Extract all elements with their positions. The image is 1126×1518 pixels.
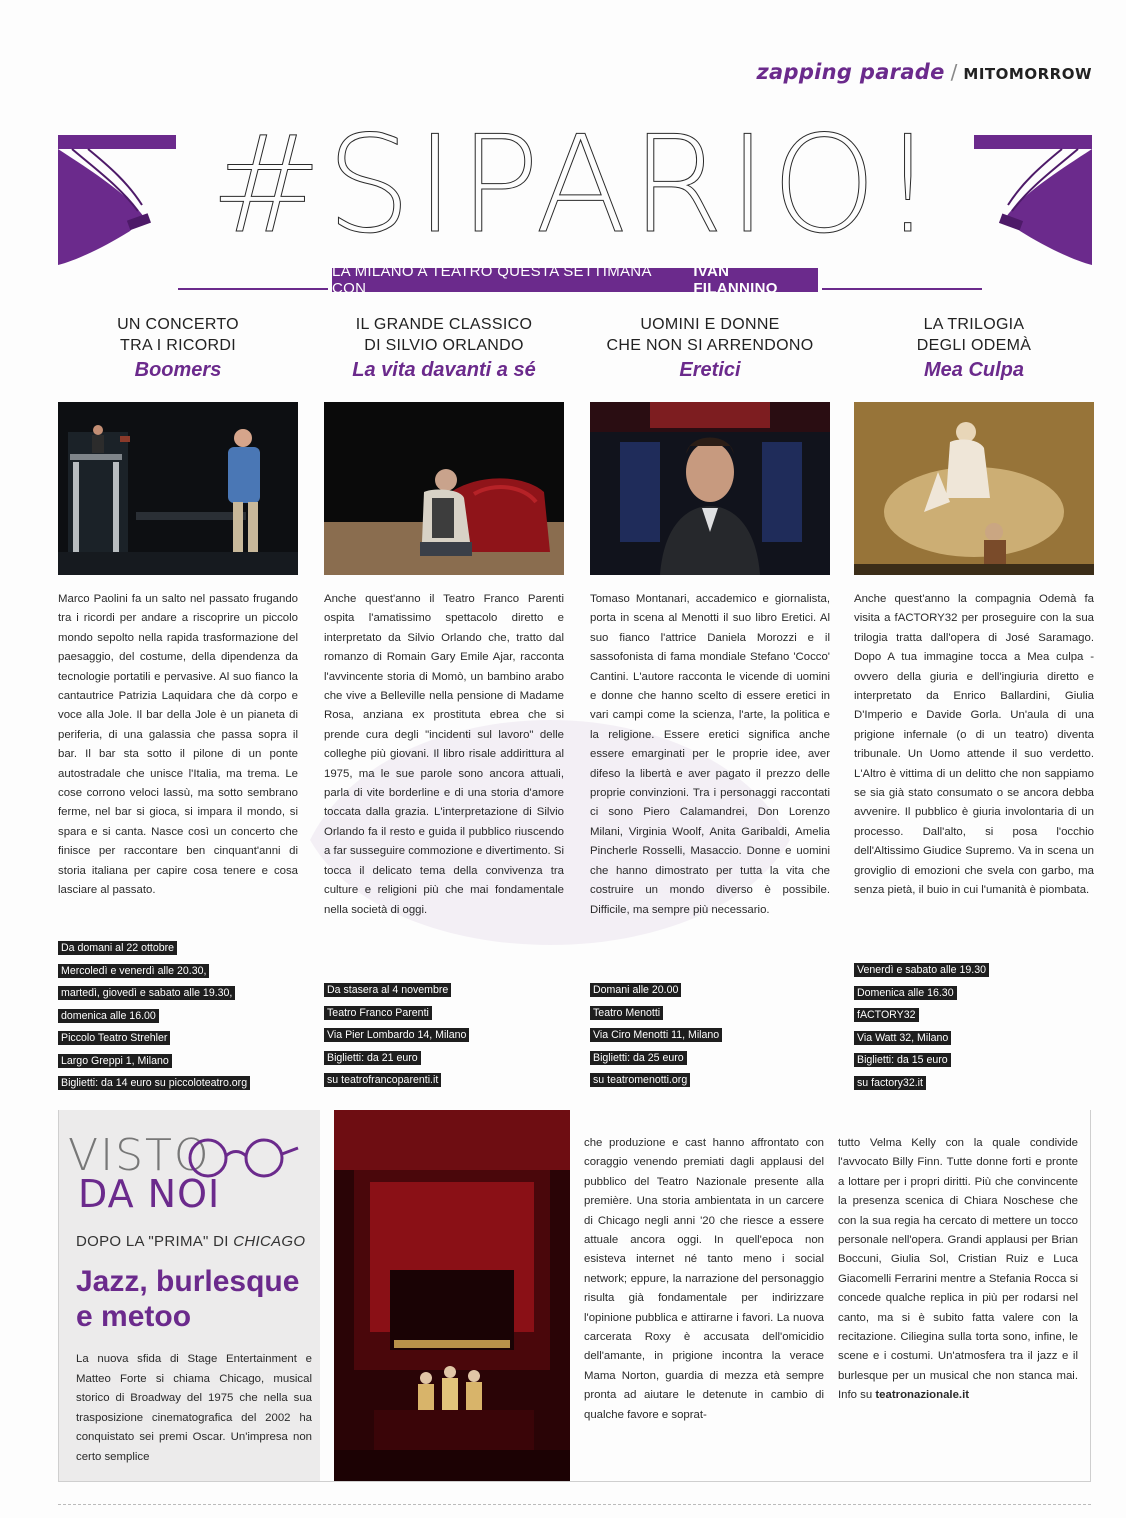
info-line: Biglietti: da 25 euro [590, 1051, 687, 1065]
show-info [590, 980, 830, 1093]
page-title: #SIPARIO! [210, 107, 939, 263]
column-body: Anche quest'anno la compagnia Odemà fa visita a fACTORY32 per proseguire con la sua trilogia tratta dall'opera di José Saramago. Dopo A tua immagine tocca a Mea culpa - ovvero della giuria e dell'ingiuria diretto e interpretato da Enrico Ballardini, Giulia D'Imperio e Davide Gorla. Un'aula di una prigione infernale (o di un teatro) diventa tribunale. Un Uomo attende il suo verdetto. L'Altro è vittima di un delitto che non sappiamo se sia già stato consumato o se ancora debba avvenire. Il pubblico è giuria involontaria di un processo. Dall'alto, si posa l'occhio dell'Altissimo Giudice Supremo. Va in scena un groviglio di emozioni che svela con garbo, ma senza pietà, il buio in cui l'umanità è piombata. [854, 593, 1094, 897]
curtain-left-icon [58, 135, 176, 275]
visto-column-2: che produzione e cast hanno affrontato con coraggio venendo premiati dagli applausi del pubblico del Teatro Nazionale presente alla première. Una storia ambientata in un carcere di Chicago negli anni '20 che riesce a essere attuale ancora oggi. In quell'epoca non esisteva internet né tanto meno i social network; eppure, la narrazione del personaggio risulta già fondamentale per indirizzare l'opinione pubblica e attirarne i favori. La nuova carcerata Roxy è accusata dell'omicidio dell'amante, in prigione incontra la verace Mama Norton, guardia di mezza età sempre pronta ad aiutare le detenute in cambio di qualche favore e soprat- [584, 1137, 824, 1421]
show-info [324, 980, 564, 1093]
show-column-eretici [590, 314, 830, 1086]
info-line: Da domani al 22 ottobre [58, 941, 177, 955]
subtitle-text: LA MILANO A TEATRO QUESTA SETTIMANA CON [332, 263, 651, 297]
column-body: Marco Paolini fa un salto nel passato frugando tra i ricordi per andare a riscoprire un piccolo mondo sepolto nella rapida trasformazione del paesaggio, del costume, della dipendenza da tecnologie portatili e pervasive. Al suo fianco la cantautrice Patrizia Laquidara che dà corpo e voce alla Jole. Il bar della Jole è un pianeta di periferia, di una galassia che passa sopra il bar. Il bar sta sotto il pilone di un ponte autostradale che unisce l'Italia, ma trema. Le cose corrono veloci lassù, ma sotto sembrano ferme, nel bar si gioca, si impara il mondo, si spara e si canta. Nasce così un concerto che finisce per raccontare ben cinquant'anni di storia italiana per capire cosa tenere e cosa lasciare al passato. [58, 593, 298, 897]
column-kicker: LA TRILOGIA DEGLI ODEMÀ [916, 316, 1032, 354]
info-line: Piccolo Teatro Strehler [58, 1031, 170, 1045]
info-line: Largo Greppi 1, Milano [58, 1054, 172, 1068]
subtitle-author: IVAN FILANNINO [693, 263, 778, 297]
curtain-right-icon [974, 135, 1092, 275]
info-line: Teatro Franco Parenti [324, 1006, 432, 1020]
visto-headline: Jazz, burlesque e metoo [76, 1265, 300, 1333]
photo-la-vita-davanti-a-se [324, 402, 564, 575]
column-body: Tomaso Montanari, accademico e giornalista, porta in scena al Menotti il suo libro Eretici. Al suo fianco l'attrice Daniela Morozzi e il sassofonista di fama mondiale Stefano 'Cocco' Cantini. L'autore racconta le vicende di uomini e donne che hanno scelto di essere eretici in vari campi come la scienza, l'arte, la politica e la religione. Essere eretici significa anche essere emarginati per le proprie idee, aver difeso la libertà e aver pagato il prezzo delle proprie convinzioni. Tra i personaggi raccontati ci sono Piero Calamandrei, Don Lorenzo Milani, Virginia Woolf, Anita Garibaldi, Amelia Pincherle Rosselli, Masaccio. Donne e uomini che hanno dimostrato per tutta la vita che costruire un mondo diverso è possibile. Difficile, ma sempre più necessario. [590, 593, 830, 916]
info-line: martedì, giovedì e sabato alle 19.30, [58, 986, 235, 1000]
info-line: Biglietti: da 15 euro [854, 1053, 951, 1067]
show-info [58, 938, 298, 1096]
info-line: Mercoledì e venerdì alle 20.30, [58, 964, 209, 978]
show-column-boomers [58, 314, 298, 1089]
visto-link[interactable]: teatronazionale.it [875, 1389, 970, 1402]
info-line: su teatrofrancoparenti.it [324, 1073, 441, 1087]
brand-partner: MITOMORROW [963, 65, 1092, 83]
show-title: Boomers [134, 359, 222, 381]
info-line: Via Watt 32, Milano [854, 1031, 951, 1045]
info-line: Domenica alle 16.30 [854, 986, 957, 1000]
column-kicker: UOMINI E DONNE CHE NON SI ARRENDONO [606, 316, 814, 354]
info-line: Biglietti: da 14 euro su piccoloteatro.org [58, 1076, 250, 1090]
info-line: fACTORY32 [854, 1008, 919, 1022]
info-line: Biglietti: da 21 euro [324, 1051, 421, 1065]
column-body: Anche quest'anno il Teatro Franco Parenti ospita l'amatissimo spettacolo diretto e interpretato da Silvio Orlando che, tratto dal romanzo di Romain Gary Emile Ajar, racconta l'avvincente storia di Momò, un bambino arabo che vive a Belleville nella pensione di Madame Rosa, anziana ex prostituta ebrea che si prende cura degli "incidenti sul lavoro" delle colleghe più giovani. Il libro risale addirittura al 1975, ma le sue parole sono ancora attuali, parla di vite borderline e di una storia d'amore toccata dalla grazia. L'interpretazione di Silvio Orlando fa il resto e guida il pubblico riuscendo a far susseguire commozione e divertimento. Si tocca il delicato tema della convivenza tra culture e religioni più che mai fondamentale nella società di oggi. [324, 593, 564, 916]
subtitle-bar [332, 263, 818, 297]
brand-name: zapping parade [756, 60, 945, 84]
info-line: domenica alle 16.00 [58, 1009, 159, 1023]
photo-boomers [58, 402, 298, 575]
show-title: Mea Culpa [923, 359, 1025, 381]
info-line: Via Pier Lombardo 14, Milano [324, 1028, 469, 1042]
brand-separator: / [950, 60, 958, 84]
column-kicker: UN CONCERTO TRA I RICORDI [117, 316, 239, 354]
visto-column-3: tutto Velma Kelly con la quale condivide l'avvocato Billy Finn. Tutte donne forti e pronte a lottare per i propri diritti. Più che convincente la presenza scenica di Chiara Noschese che con la sua regia ha cercato di mettere un tocco personale nell'opera. Grandi applausi per Brian Boccuni, Giulia Sol, Cristian Ruiz e Luca Giacomelli Ferrarini mentre a Stefania Rocca si concede qualche replica in più per rodarsi nel canto, ma si è subito fatta valere con la recitazione. Ciliegina sulla torta sono, infine, le scene e i costumi. Un'atmosfera tra il jazz e il burlesque per un musical che non stanca mai. Info su teatronazionale.it [838, 1137, 1078, 1402]
visto-body: La nuova sfida di Stage Entertainment e Matteo Forte si chiama Chicago, musical storico di Broadway del 1975 che nella sua trasposizione cinematografica del 2002 ha conquistato sei premi Oscar. Un'impresa non certo semplice [76, 1353, 312, 1463]
show-column-mea-culpa [854, 314, 1094, 1089]
footer-rule [58, 1504, 1091, 1505]
brand-header [757, 60, 1092, 84]
info-line: su factory32.it [854, 1076, 926, 1090]
info-line: Via Ciro Menotti 11, Milano [590, 1028, 722, 1042]
logo-visto: VISTO [68, 1130, 211, 1181]
info-line: su teatromenotti.org [590, 1073, 690, 1087]
subtitle-rule-left [178, 288, 328, 290]
photo-chicago [334, 1110, 570, 1482]
visto-kicker: DOPO LA "PRIMA" DI CHICAGO [76, 1233, 306, 1250]
info-line: Da stasera al 4 novembre [324, 983, 451, 997]
visto-da-noi-logo [68, 1130, 308, 1220]
logo-da-noi: DA NOI [78, 1172, 221, 1216]
show-column-la-vita-davanti-a-se [324, 314, 564, 1086]
photo-mea-culpa [854, 402, 1094, 575]
subtitle-rule-right [822, 288, 982, 290]
column-kicker: IL GRANDE CLASSICO DI SILVIO ORLANDO [355, 316, 533, 354]
show-title: La vita davanti a sé [352, 359, 536, 381]
info-line: Venerdì e sabato alle 19.30 [854, 963, 989, 977]
show-info [854, 960, 1094, 1095]
photo-eretici [590, 402, 830, 575]
info-line: Domani alle 20.00 [590, 983, 681, 997]
show-title: Eretici [679, 359, 741, 381]
info-line: Teatro Menotti [590, 1006, 663, 1020]
